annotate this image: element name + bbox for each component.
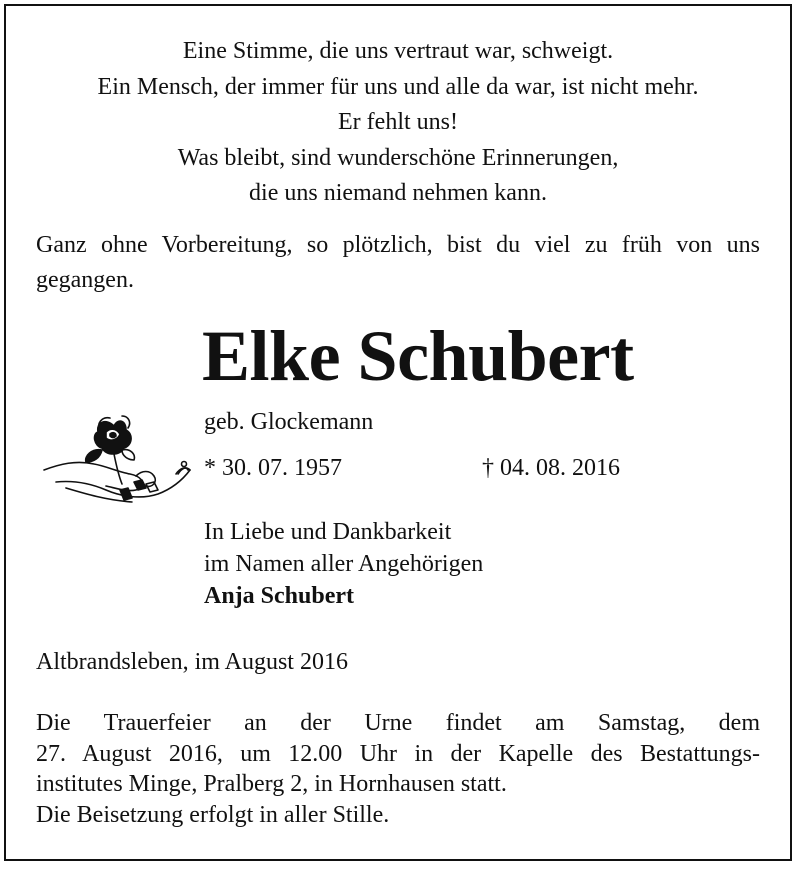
poem-line: Er fehlt uns! xyxy=(338,109,458,135)
closing-line: im Namen aller Angehörigen xyxy=(204,551,484,577)
poem-line: Ein Mensch, der immer für uns und alle da war, ist nicht mehr. xyxy=(97,73,699,100)
signer-name: Anja Schubert xyxy=(204,583,355,609)
death-date: † 04. 08. 2016 xyxy=(482,455,620,481)
birth-date: * 30. 07. 1957 xyxy=(204,455,342,481)
intro-text: Ganz ohne Vorbereitung, so plötzlich, bist du viel zu früh von uns gegangen. xyxy=(36,232,760,293)
poem-line: Was bleibt, sind wunderschöne Erinnerungen, xyxy=(177,144,619,171)
funeral-line: 27. August 2016, um 12.00 Uhr in der Kapelle des Bestattungs- xyxy=(36,740,760,767)
deceased-name: Elke Schubert xyxy=(202,316,634,396)
closing-block xyxy=(204,516,483,612)
maiden-name: geb. Glockemann xyxy=(204,409,374,435)
memorial-poem xyxy=(6,34,790,212)
rose-in-hands-icon xyxy=(36,404,196,514)
funeral-line: Die Trauerfeier an der Urne findet am Samstag, dem xyxy=(36,710,760,736)
funeral-info xyxy=(36,708,760,830)
place-date: Altbrandsleben, im August 2016 xyxy=(36,649,348,675)
funeral-line: Die Beisetzung erfolgt in aller Stille. xyxy=(36,801,390,828)
obituary-notice xyxy=(4,4,792,861)
poem-line: Eine Stimme, die uns vertraut war, schweigt. xyxy=(182,38,614,64)
funeral-line: institutes Minge, Pralberg 2, in Hornhausen statt. xyxy=(36,771,507,797)
poem-line: die uns niemand nehmen kann. xyxy=(249,180,547,206)
closing-line: In Liebe und Dankbarkeit xyxy=(204,519,452,545)
